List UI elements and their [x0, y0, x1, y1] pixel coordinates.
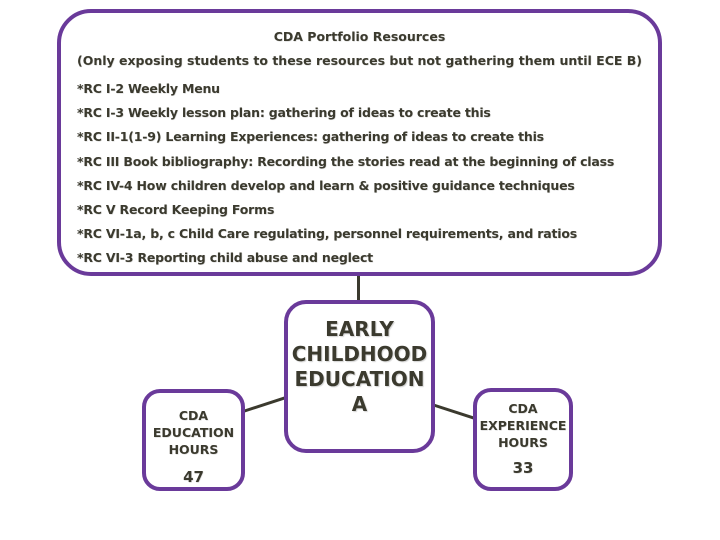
portfolio-resources-box — [57, 9, 662, 276]
education-hours-label-line: EDUCATION — [152, 425, 235, 440]
center-label-line: EARLY — [325, 316, 394, 341]
center-label-line: EDUCATION — [294, 366, 425, 391]
resource-item: *RC V Record Keeping Forms — [77, 201, 275, 217]
cda-experience-hours-box — [473, 388, 573, 491]
experience-hours-label-line: HOURS — [498, 435, 548, 450]
experience-hours-label-line: EXPERIENCE — [479, 418, 567, 433]
cda-education-hours-box — [142, 389, 245, 491]
resource-item: *RC VI-1a, b, c Child Care regulating, personnel requirements, and ratios — [77, 226, 577, 242]
connector-center-to-experience — [432, 403, 475, 419]
education-hours-label-line: HOURS — [168, 442, 219, 457]
connector-center-to-education — [243, 396, 287, 413]
experience-hours-value: 33 — [512, 459, 534, 477]
resource-item: *RC I-3 Weekly lesson plan: gathering of ideas to create this — [77, 105, 491, 121]
center-label — [292, 317, 428, 417]
experience-hours-label-line: CDA — [508, 401, 538, 416]
resource-item: *RC VI-3 Reporting child abuse and neglect — [77, 250, 373, 266]
center-label-line: CHILDHOOD — [291, 341, 428, 366]
experience-hours-label — [477, 400, 569, 451]
education-hours-label — [146, 407, 241, 458]
resources-title: CDA Portfolio Resources — [273, 29, 446, 44]
resources-list — [77, 77, 614, 271]
resource-item: *RC IV-4 How children develop and learn & positive guidance techniques — [77, 177, 575, 193]
resources-subtitle: (Only exposing students to these resources but not gathering them until ECE B) — [76, 53, 642, 68]
education-hours-value: 47 — [183, 468, 204, 486]
resource-item: *RC II-1(1-9) Learning Experiences: gathering of ideas to create this — [77, 129, 544, 145]
center-label-line: A — [351, 391, 368, 416]
early-childhood-education-a-box — [284, 300, 435, 453]
resource-item: *RC I-2 Weekly Menu — [77, 81, 220, 96]
resource-item: *RC III Book bibliography: Recording the stories read at the beginning of class — [77, 153, 615, 169]
connector-resources-to-center — [357, 276, 360, 302]
education-hours-label-line: CDA — [178, 408, 209, 423]
